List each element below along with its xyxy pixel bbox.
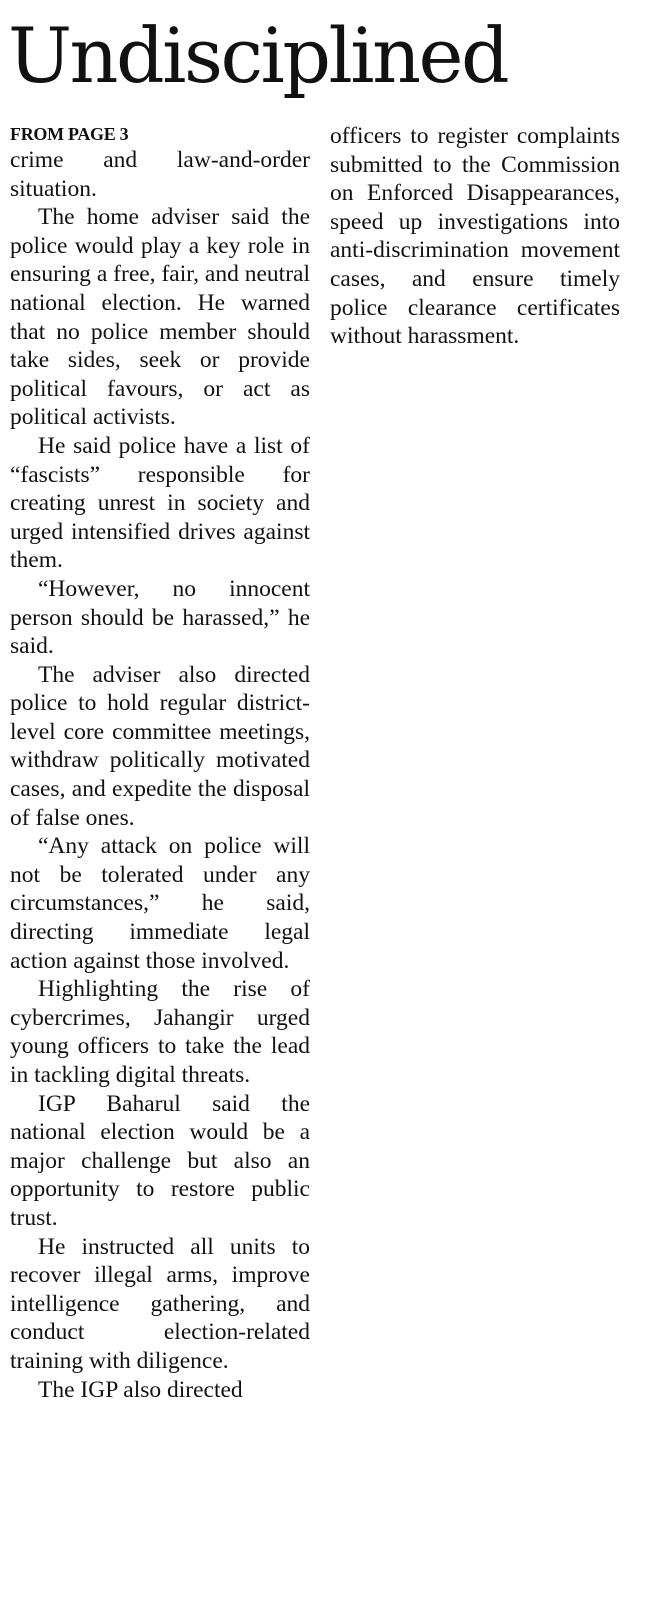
paragraph-continued: officers to register complaints submitted to the Commission on Enforced Disappearances, speed up investigations into anti-discrimination movement cases, and ensure timely police clearance certificates without harassment.	[330, 123, 620, 350]
article-column-right	[330, 122, 620, 351]
paragraph-3: He said police have a list of “fascists” responsible for creating unrest in society and urged intensified drives against them.	[10, 432, 310, 574]
headline: Undisciplined	[8, 11, 508, 100]
paragraph-6: “Any attack on police will not be tolerated under any circumstances,” he said, directing immediate legal action against those involved.	[10, 833, 310, 974]
paragraph-9: He instructed all units to recover illegal arms, improve intelligence gathering, and conduct election-related training with diligence.	[10, 1233, 310, 1374]
paragraph-7: Highlighting the rise of cybercrimes, Jahangir urged young officers to take the lead in tackling digital threats.	[10, 976, 310, 1088]
dateline: FROM PAGE 3	[10, 124, 129, 144]
paragraph-4: “However, no innocent person should be harassed,” he said.	[10, 575, 310, 660]
paragraph-10: The IGP also directed	[38, 1376, 243, 1403]
paragraph-8: IGP Baharul said the national election would be a major challenge but also an opportunity to restore public trust.	[10, 1090, 310, 1231]
paragraph-2: The home adviser said the police would play a key role in ensuring a free, fair, and neutral national election. He warned that no police member should take sides, seek or provide political favours, or act as political activists.	[10, 204, 310, 431]
paragraph-1: crime and law-and-order situation.	[10, 147, 310, 202]
paragraph-5: The adviser also directed police to hold regular district-level core committee meetings, withdraw politically motivated cases, and expedite the disposal of false ones.	[10, 661, 310, 831]
article-column-left	[10, 122, 310, 1404]
